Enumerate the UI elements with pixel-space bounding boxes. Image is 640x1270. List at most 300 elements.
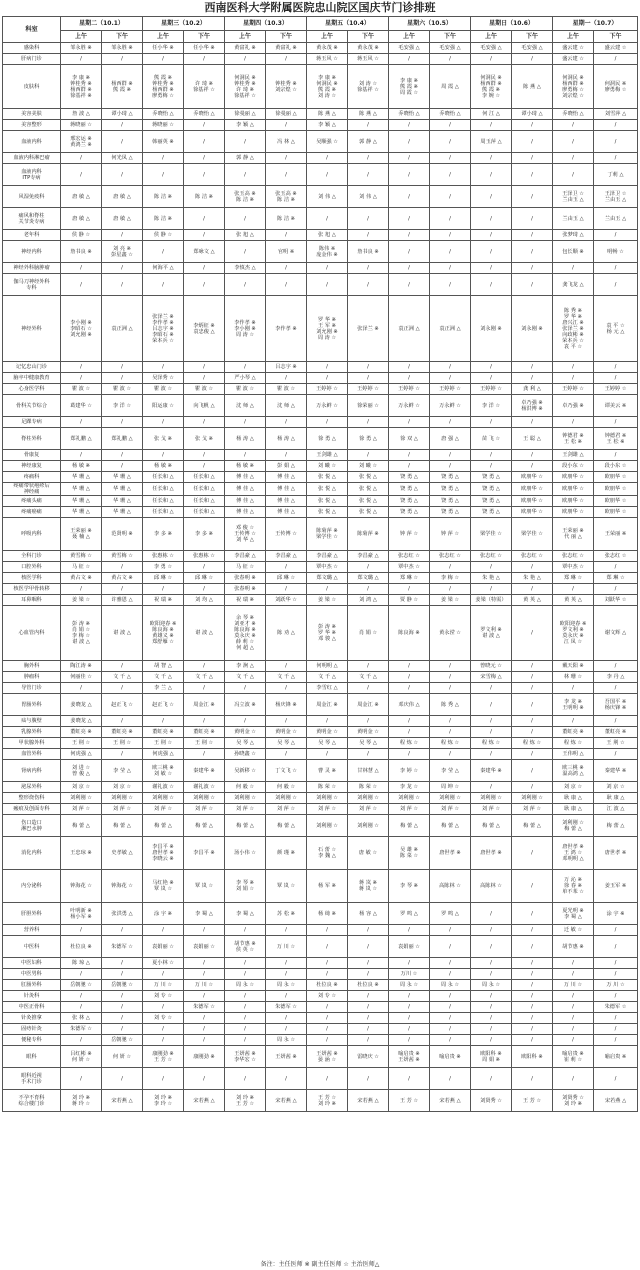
morning-doctor-cell: 何洞民 ※ 钟桂秀 ※ 许 琦 ※ 徐基祥 ☆: [225, 65, 266, 109]
afternoon-doctor-cell: /: [512, 164, 553, 186]
morning-doctor-cell: /: [389, 362, 430, 373]
department-name: 老年科: [3, 230, 61, 241]
afternoon-doctor-cell: /: [348, 274, 389, 296]
afternoon-doctor-cell: 郑文璐 △: [348, 573, 389, 584]
afternoon-doctor-cell: /: [430, 450, 471, 461]
afternoon-doctor-cell: /: [266, 1024, 307, 1035]
morning-doctor-cell: 傅 佳 △: [225, 472, 266, 483]
morning-doctor-cell: 覃中杰 ☆: [389, 562, 430, 573]
morning-doctor-cell: 杨 涛 △: [225, 428, 266, 450]
morning-doctor-cell: 钟德君 ※ 王 松 ※: [553, 428, 594, 450]
afternoon-doctor-cell: 颜 瑾 ※: [266, 837, 307, 870]
afternoon-doctor-cell: 杨 容 △: [348, 903, 389, 925]
afternoon-doctor-cell: 刘 萍 ☆: [348, 804, 389, 815]
afternoon-doctor-cell: 李 蜀 △: [184, 903, 225, 925]
afternoon-doctor-cell: 傅 佳 △: [266, 496, 307, 507]
afternoon-doctor-cell: /: [266, 584, 307, 595]
schedule-row: [3, 395, 638, 417]
department-name: 中医妇科: [3, 958, 61, 969]
morning-doctor-cell: /: [471, 584, 512, 595]
department-name: 美容美肤: [3, 109, 61, 120]
afternoon-doctor-cell: 张玉高 ※ 陈 洁 ※: [266, 186, 307, 208]
afternoon-doctor-cell: /: [102, 1068, 143, 1090]
afternoon-doctor-cell: 蒋 岚 ※ 蒋 岚 ☆: [348, 870, 389, 903]
afternoon-doctor-cell: 谭小琦 △: [512, 109, 553, 120]
afternoon-doctor-cell: 雷晓庆 ☆: [348, 1046, 389, 1068]
schedule-row: [3, 980, 638, 991]
morning-doctor-cell: /: [225, 683, 266, 694]
morning-doctor-cell: 刘利刚 ☆ 梅 蕾 △: [553, 815, 594, 837]
afternoon-doctor-cell: /: [430, 274, 471, 296]
afternoon-doctor-cell: 刘跃华 ☆: [266, 595, 307, 606]
afternoon-doctor-cell: 兰由玉 △: [594, 208, 638, 230]
schedule-row: [3, 606, 638, 661]
schedule-row: [3, 749, 638, 760]
morning-doctor-cell: /: [143, 274, 184, 296]
morning-doctor-cell: 林 珊 ☆: [553, 672, 594, 683]
morning-doctor-cell: /: [553, 362, 594, 373]
morning-doctor-cell: /: [389, 749, 430, 760]
afternoon-doctor-cell: /: [348, 1002, 389, 1013]
afternoon-doctor-cell: 耿 康 △: [594, 793, 638, 804]
morning-doctor-cell: 何丽佳 ☆: [61, 672, 102, 683]
afternoon-doctor-cell: 任长和 △: [184, 507, 225, 518]
afternoon-doctor-cell: /: [594, 958, 638, 969]
morning-doctor-cell: /: [471, 1035, 512, 1046]
afternoon-doctor-cell: 李 丹 △: [594, 672, 638, 683]
schedule-row: [3, 672, 638, 683]
schedule-row: [3, 164, 638, 186]
afternoon-doctor-cell: /: [184, 153, 225, 164]
afternoon-doctor-cell: /: [512, 683, 553, 694]
morning-doctor-cell: /: [471, 208, 512, 230]
afternoon-doctor-cell: 何光凤 △: [102, 153, 143, 164]
morning-doctor-cell: 杜位良 ※: [307, 980, 348, 991]
morning-doctor-cell: 徐 双 △: [389, 428, 430, 450]
morning-doctor-cell: /: [553, 584, 594, 595]
afternoon-doctor-cell: /: [184, 991, 225, 1002]
schedule-row: [3, 815, 638, 837]
morning-doctor-cell: /: [307, 164, 348, 186]
afternoon-doctor-cell: 王婷婷 ☆: [430, 384, 471, 395]
afternoon-doctor-cell: 周金江 ※: [348, 694, 389, 716]
afternoon-doctor-cell: 喻启贵 ※: [430, 1046, 471, 1068]
afternoon-header: 下午: [184, 31, 225, 43]
morning-doctor-cell: 董虹亮 ※: [143, 727, 184, 738]
department-name: 疼痛带状疱疹后 神经痛: [3, 483, 61, 496]
morning-doctor-cell: 罗 鸣 △: [389, 903, 430, 925]
morning-doctor-cell: /: [553, 716, 594, 727]
afternoon-doctor-cell: 沈 师 △: [266, 395, 307, 417]
morning-doctor-cell: /: [389, 164, 430, 186]
morning-doctor-cell: 吴新移 ☆: [225, 760, 266, 782]
department-name: 针灸推拿: [3, 1013, 61, 1024]
afternoon-doctor-cell: 李昌平 ※: [184, 837, 225, 870]
morning-doctor-cell: /: [389, 54, 430, 65]
morning-doctor-cell: 袁正洲 △: [389, 296, 430, 362]
afternoon-doctor-cell: 欧朋华 ☆: [594, 507, 638, 518]
schedule-row: [3, 1013, 638, 1024]
afternoon-doctor-cell: 饶 勇 △: [430, 483, 471, 496]
afternoon-doctor-cell: /: [594, 1013, 638, 1024]
morning-doctor-cell: 高陈林 ☆: [471, 870, 512, 903]
afternoon-doctor-cell: 王 聪 △: [512, 428, 553, 450]
afternoon-doctor-cell: /: [102, 1002, 143, 1013]
morning-doctor-cell: /: [143, 716, 184, 727]
morning-doctor-cell: 王妍茜 ※ 李华宏 ☆: [225, 1046, 266, 1068]
morning-doctor-cell: 任长和 △: [143, 483, 184, 496]
morning-doctor-cell: /: [143, 925, 184, 936]
afternoon-doctor-cell: /: [266, 1013, 307, 1024]
afternoon-doctor-cell: /: [430, 461, 471, 472]
morning-doctor-cell: 周 永 ☆: [389, 980, 430, 991]
morning-doctor-cell: /: [553, 1068, 594, 1090]
schedule-row: [3, 573, 638, 584]
morning-doctor-cell: 陈 燕 △: [307, 109, 348, 120]
afternoon-doctor-cell: /: [430, 683, 471, 694]
afternoon-doctor-cell: 刘利刚 ☆: [102, 793, 143, 804]
afternoon-doctor-cell: 黄占文 ※: [102, 573, 143, 584]
morning-doctor-cell: /: [471, 241, 512, 263]
afternoon-doctor-cell: 张志红 ☆: [512, 551, 553, 562]
afternoon-doctor-cell: 万永鲜 ☆: [430, 395, 471, 417]
morning-doctor-cell: /: [307, 1035, 348, 1046]
morning-doctor-cell: 龚飞龙 △: [553, 274, 594, 296]
afternoon-doctor-cell: 毛安强 △: [430, 43, 471, 54]
afternoon-doctor-cell: 程 炼 ☆: [512, 738, 553, 749]
morning-doctor-cell: 李 洋 ☆: [471, 395, 512, 417]
afternoon-doctor-cell: 秦建华 ※: [184, 760, 225, 782]
morning-doctor-cell: 任小华 ※: [143, 43, 184, 54]
morning-doctor-cell: 余 琴 ※ 刘亚才 ※ 陈良海 ※ 莫永庆 ※ 薛 莉 ☆ 何 超 △: [225, 606, 266, 661]
morning-doctor-cell: 曹 灵 ※: [307, 760, 348, 782]
morning-doctor-cell: /: [389, 584, 430, 595]
morning-doctor-cell: 耿 康 △: [553, 804, 594, 815]
schedule-row: [3, 230, 638, 241]
morning-doctor-cell: 祝 瑞 ※: [143, 595, 184, 606]
department-name: 乳腺外科: [3, 727, 61, 738]
afternoon-doctor-cell: 何 妍 ☆: [102, 1046, 143, 1068]
morning-doctor-cell: 何虎强 △: [143, 749, 184, 760]
afternoon-doctor-cell: 岳朝驰 ☆: [102, 980, 143, 991]
morning-doctor-cell: 严小琴 △: [225, 373, 266, 384]
afternoon-doctor-cell: /: [184, 716, 225, 727]
department-name: 口腔外科: [3, 562, 61, 573]
schedule-row: [3, 562, 638, 573]
afternoon-doctor-cell: 王传博 ☆: [266, 518, 307, 551]
afternoon-doctor-cell: /: [594, 1068, 638, 1090]
afternoon-doctor-cell: 张洪勇 △: [102, 903, 143, 925]
morning-doctor-cell: /: [389, 716, 430, 727]
morning-doctor-cell: 张惠栋 ☆: [143, 551, 184, 562]
afternoon-doctor-cell: 陈 劝 △: [266, 606, 307, 661]
department-name: 感染科: [3, 43, 61, 54]
morning-doctor-cell: /: [307, 208, 348, 230]
morning-doctor-cell: /: [471, 1068, 512, 1090]
morning-doctor-cell: 华 珊 △: [61, 496, 102, 507]
morning-doctor-cell: /: [471, 562, 512, 573]
morning-doctor-cell: 李 涧 △: [225, 661, 266, 672]
schedule-row: [3, 661, 638, 672]
morning-doctor-cell: 迁 敏 ☆: [553, 925, 594, 936]
schedule-row: [3, 518, 638, 551]
morning-doctor-cell: 杨 军 ※: [307, 870, 348, 903]
morning-doctor-cell: 梅 蕾 △: [225, 815, 266, 837]
afternoon-doctor-cell: /: [594, 230, 638, 241]
morning-doctor-cell: 徐曼丽 △: [225, 109, 266, 120]
morning-doctor-cell: /: [225, 208, 266, 230]
morning-doctor-cell: /: [225, 958, 266, 969]
morning-doctor-cell: /: [471, 153, 512, 164]
afternoon-doctor-cell: /: [184, 461, 225, 472]
morning-doctor-cell: /: [389, 373, 430, 384]
morning-doctor-cell: 李 兰 △: [143, 683, 184, 694]
department-name: 痛风和脊柱 关节炎专病: [3, 208, 61, 230]
afternoon-doctor-cell: /: [430, 153, 471, 164]
morning-doctor-cell: 周 永 ☆: [471, 980, 512, 991]
morning-doctor-cell: 万 川 ☆: [553, 980, 594, 991]
morning-doctor-cell: 覃中杰 ☆: [307, 562, 348, 573]
afternoon-doctor-cell: 黄永滢 ☆: [430, 606, 471, 661]
afternoon-doctor-cell: /: [348, 1068, 389, 1090]
afternoon-doctor-cell: /: [102, 274, 143, 296]
afternoon-doctor-cell: 王荣丽 ※: [594, 518, 638, 551]
department-name: 脑卒中健康教育: [3, 373, 61, 384]
morning-doctor-cell: 吴泽秀 ☆: [143, 373, 184, 384]
morning-doctor-cell: 李 康 ※ 熊 霞 ※ 周 霞 ☆: [389, 65, 430, 109]
afternoon-doctor-cell: /: [266, 373, 307, 384]
morning-doctor-cell: 葛建华 ☆: [61, 395, 102, 417]
morning-doctor-cell: 乔晓怡 △: [389, 109, 430, 120]
schedule-row: [3, 496, 638, 507]
morning-doctor-cell: 刘 专 ☆: [307, 991, 348, 1002]
afternoon-doctor-cell: /: [184, 417, 225, 428]
schedule-row: [3, 296, 638, 362]
morning-doctor-cell: 沈 师 △: [225, 395, 266, 417]
morning-doctor-cell: 王 芳 ☆ 刘 玲 ※: [307, 1090, 348, 1112]
morning-doctor-cell: 胡节惠 ※: [553, 936, 594, 958]
afternoon-doctor-cell: /: [512, 837, 553, 870]
afternoon-doctor-cell: 饶 勇 △: [430, 507, 471, 518]
department-name: 血液内科: [3, 131, 61, 153]
afternoon-doctor-cell: 欧阳科 ※: [512, 1046, 553, 1068]
morning-doctor-cell: 秦建华 ※: [471, 760, 512, 782]
afternoon-doctor-cell: 黄明金 ☆: [266, 727, 307, 738]
morning-header: 上午: [143, 31, 184, 43]
afternoon-doctor-cell: 姜玉军 ※: [594, 870, 638, 903]
morning-doctor-cell: /: [225, 1013, 266, 1024]
afternoon-doctor-cell: /: [266, 120, 307, 131]
afternoon-doctor-cell: 向飞帆 △: [184, 395, 225, 417]
department-name: 营养科: [3, 925, 61, 936]
afternoon-doctor-cell: /: [184, 131, 225, 153]
morning-doctor-cell: 杜位良 ※: [61, 936, 102, 958]
morning-doctor-cell: /: [143, 1035, 184, 1046]
department-name: 血液内科 ITP专病: [3, 164, 61, 186]
morning-doctor-cell: 喻启贵 ※ 崔 莉 ☆: [553, 1046, 594, 1068]
morning-doctor-cell: /: [389, 991, 430, 1002]
afternoon-doctor-cell: 宋若燕 △: [266, 1090, 307, 1112]
afternoon-doctor-cell: 陈 洁 ※: [266, 208, 307, 230]
afternoon-doctor-cell: /: [430, 373, 471, 384]
morning-doctor-cell: 程 炼 ☆: [471, 738, 512, 749]
afternoon-doctor-cell: 欧朋华 ☆: [512, 496, 553, 507]
afternoon-doctor-cell: 张 悦 △: [348, 496, 389, 507]
morning-doctor-cell: /: [553, 683, 594, 694]
afternoon-doctor-cell: 饶 勇 △: [430, 472, 471, 483]
morning-header: 上午: [225, 31, 266, 43]
morning-doctor-cell: 瞿 波 ☆: [225, 384, 266, 395]
morning-doctor-cell: /: [225, 925, 266, 936]
department-name: 疼痛癌痛: [3, 507, 61, 518]
schedule-row: [3, 373, 638, 384]
morning-doctor-cell: /: [61, 153, 102, 164]
department-name: 美容整形: [3, 120, 61, 131]
afternoon-doctor-cell: 彭 娟 △: [266, 461, 307, 472]
morning-doctor-cell: 喻启贵 ※ 王妍茜 ※: [389, 1046, 430, 1068]
morning-doctor-cell: 姜 梁 ☆: [307, 595, 348, 606]
afternoon-doctor-cell: /: [348, 1013, 389, 1024]
afternoon-doctor-cell: /: [266, 562, 307, 573]
morning-doctor-cell: 邹永胜 ※: [61, 43, 102, 54]
morning-doctor-cell: 傅 佳 △: [225, 483, 266, 496]
dept-column-header: 科室: [3, 17, 61, 43]
morning-doctor-cell: 钟 萍 ☆: [389, 518, 430, 551]
morning-doctor-cell: 刘贤秀 ☆ 刘 玲 ※: [553, 1090, 594, 1112]
afternoon-doctor-cell: 丁莉 △: [594, 164, 638, 186]
afternoon-doctor-cell: 饶 勇 △: [430, 496, 471, 507]
morning-doctor-cell: 康刚劲 ※ 王 芳 ☆: [143, 1046, 184, 1068]
morning-doctor-cell: 蒋玉风 ☆: [307, 54, 348, 65]
afternoon-doctor-cell: /: [266, 274, 307, 296]
day-header: 星期三（10.2）: [143, 17, 225, 31]
morning-doctor-cell: 周玉萍 △: [471, 131, 512, 153]
afternoon-doctor-cell: 钟 萍 ☆: [430, 518, 471, 551]
afternoon-doctor-cell: /: [512, 925, 553, 936]
afternoon-doctor-cell: /: [348, 362, 389, 373]
afternoon-doctor-cell: /: [184, 584, 225, 595]
morning-doctor-cell: 陈良海 ※: [389, 606, 430, 661]
afternoon-doctor-cell: 刘 曦 ☆: [348, 461, 389, 472]
schedule-row: [3, 483, 638, 496]
afternoon-doctor-cell: 覃 岚 ☆: [266, 870, 307, 903]
afternoon-doctor-cell: 王 荆 ☆: [184, 738, 225, 749]
afternoon-doctor-cell: 张 悦 △: [348, 472, 389, 483]
afternoon-doctor-cell: /: [512, 672, 553, 683]
morning-doctor-cell: /: [471, 716, 512, 727]
morning-doctor-cell: 段小东 ☆: [553, 461, 594, 472]
morning-doctor-cell: 刘 萍 ☆: [389, 804, 430, 815]
morning-doctor-cell: /: [61, 969, 102, 980]
morning-doctor-cell: 姜 梁 ☆: [61, 595, 102, 606]
schedule-row: [3, 969, 638, 980]
afternoon-doctor-cell: /: [348, 164, 389, 186]
morning-doctor-cell: 杨 绮 ※: [307, 903, 348, 925]
morning-doctor-cell: 程 炼 ☆: [389, 738, 430, 749]
afternoon-doctor-cell: /: [512, 362, 553, 373]
afternoon-doctor-cell: /: [348, 153, 389, 164]
afternoon-doctor-cell: /: [266, 969, 307, 980]
afternoon-doctor-cell: 卓乃强 ※ 杨洪博 ※: [512, 395, 553, 417]
morning-header: 上午: [471, 31, 512, 43]
afternoon-doctor-cell: /: [102, 164, 143, 186]
schedule-body: [3, 43, 638, 1112]
afternoon-doctor-cell: /: [512, 969, 553, 980]
afternoon-doctor-cell: /: [430, 1068, 471, 1090]
afternoon-doctor-cell: /: [594, 54, 638, 65]
morning-doctor-cell: /: [553, 120, 594, 131]
morning-doctor-cell: /: [61, 925, 102, 936]
afternoon-doctor-cell: /: [594, 584, 638, 595]
morning-doctor-cell: /: [389, 186, 430, 208]
morning-doctor-cell: /: [471, 727, 512, 738]
morning-doctor-cell: /: [143, 417, 184, 428]
schedule-row: [3, 551, 638, 562]
morning-doctor-cell: 彭 涛 ※ 罗 华 ※ 邓 骏 △: [307, 606, 348, 661]
afternoon-doctor-cell: /: [184, 683, 225, 694]
afternoon-doctor-cell: 朱 艳 △: [512, 573, 553, 584]
morning-doctor-cell: 张 戈 ※: [143, 428, 184, 450]
afternoon-doctor-cell: /: [184, 208, 225, 230]
morning-doctor-cell: /: [471, 120, 512, 131]
morning-doctor-cell: /: [471, 1002, 512, 1013]
afternoon-doctor-cell: 郭 静 △: [348, 131, 389, 153]
afternoon-doctor-cell: /: [184, 958, 225, 969]
morning-doctor-cell: 万永鲜 ☆: [307, 395, 348, 417]
afternoon-doctor-cell: /: [266, 683, 307, 694]
afternoon-doctor-cell: 梅 蕾 △: [512, 815, 553, 837]
afternoon-doctor-cell: /: [594, 373, 638, 384]
afternoon-doctor-cell: 任长和 △: [184, 483, 225, 496]
afternoon-doctor-cell: /: [348, 925, 389, 936]
department-name: 中医正骨科: [3, 1002, 61, 1013]
department-name: 伽马刀神经外科 专科: [3, 274, 61, 296]
schedule-row: [3, 54, 638, 65]
morning-doctor-cell: /: [553, 1002, 594, 1013]
morning-doctor-cell: /: [389, 241, 430, 263]
afternoon-doctor-cell: 梅 蕾 △: [594, 815, 638, 837]
morning-doctor-cell: /: [389, 120, 430, 131]
afternoon-doctor-cell: /: [512, 1002, 553, 1013]
afternoon-doctor-cell: 喻启贵 ※: [594, 1046, 638, 1068]
day-header: 星期五（10.4）: [307, 17, 389, 31]
department-name: 记忆忠山门诊: [3, 362, 61, 373]
morning-doctor-cell: 邓 俊 ☆ 王传博 ☆ 刘 华 △: [225, 518, 266, 551]
morning-doctor-cell: 王剑雄 △: [553, 450, 594, 461]
morning-doctor-cell: /: [143, 164, 184, 186]
morning-doctor-cell: 唐世孝 ※ 王 鸿 ☆ 邓明明 △: [553, 837, 594, 870]
afternoon-doctor-cell: 刘 亮 ※ 彭星鑫 ☆: [102, 241, 143, 263]
afternoon-doctor-cell: 陈 洁 ※: [184, 186, 225, 208]
afternoon-doctor-cell: 张志红 ☆: [594, 551, 638, 562]
afternoon-doctor-cell: 朱德军 ☆: [184, 1002, 225, 1013]
morning-doctor-cell: 任长和 △: [143, 472, 184, 483]
afternoon-doctor-cell: /: [430, 164, 471, 186]
morning-doctor-cell: /: [553, 417, 594, 428]
morning-doctor-cell: 刘利刚 ☆: [307, 793, 348, 804]
department-name: 疼痛头痛: [3, 496, 61, 507]
afternoon-doctor-cell: 宋若燕 △: [102, 1090, 143, 1112]
afternoon-doctor-cell: /: [266, 54, 307, 65]
afternoon-doctor-cell: 钟海花 ☆: [102, 870, 143, 903]
department-name: 核医学科: [3, 573, 61, 584]
afternoon-doctor-cell: 刘永刚 ※: [512, 296, 553, 362]
afternoon-doctor-cell: /: [512, 661, 553, 672]
afternoon-doctor-cell: 赵正飞 ☆: [102, 694, 143, 716]
schedule-row: [3, 472, 638, 483]
afternoon-doctor-cell: 黄永茂 ※: [348, 43, 389, 54]
afternoon-doctor-cell: 詹书良 ※: [348, 241, 389, 263]
